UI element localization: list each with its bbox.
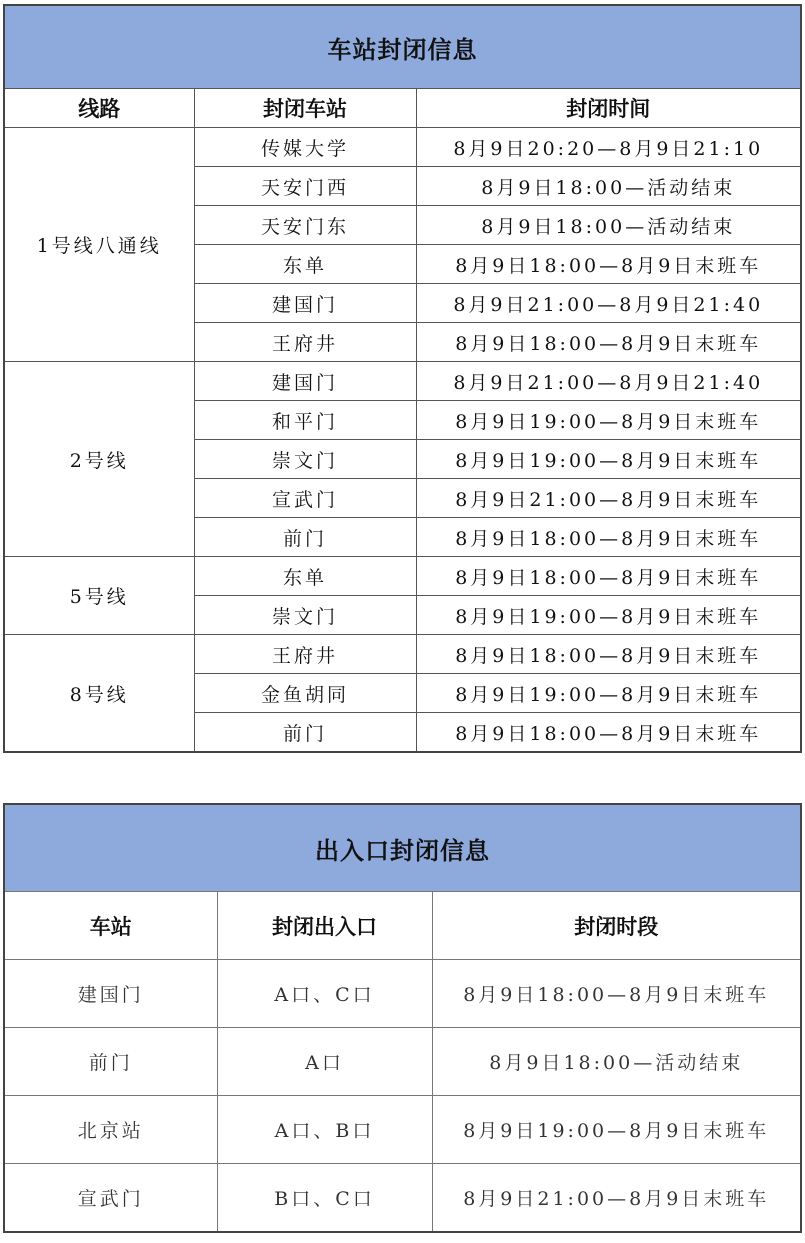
time-cell: 8月9日18:00—8月9日末班车 bbox=[416, 557, 801, 596]
time-cell: 8月9日19:00—8月9日末班车 bbox=[432, 1096, 801, 1164]
station-cell: 金鱼胡同 bbox=[194, 674, 416, 713]
time-cell: 8月9日18:00—8月9日末班车 bbox=[416, 323, 801, 362]
station-cell: 东单 bbox=[194, 557, 416, 596]
table-row bbox=[4, 960, 801, 1028]
time-cell: 8月9日20:20—8月9日21:10 bbox=[416, 128, 801, 167]
time-cell: 8月9日18:00—8月9日末班车 bbox=[416, 245, 801, 284]
station-cell: 宣武门 bbox=[4, 1164, 217, 1233]
line-cell: 8号线 bbox=[4, 635, 194, 753]
exit-closure-title: 出入口封闭信息 bbox=[4, 804, 801, 892]
station-cell: 天安门东 bbox=[194, 206, 416, 245]
header-closure-period: 封闭时段 bbox=[432, 892, 801, 960]
header-closed-exits: 封闭出入口 bbox=[217, 892, 432, 960]
exits-cell: B口、C口 bbox=[217, 1164, 432, 1233]
line-cell: 5号线 bbox=[4, 557, 194, 635]
time-cell: 8月9日18:00—8月9日末班车 bbox=[432, 960, 801, 1028]
station-cell: 东单 bbox=[194, 245, 416, 284]
station-closure-table bbox=[3, 4, 802, 753]
station-cell: 前门 bbox=[4, 1028, 217, 1096]
exits-cell: A口 bbox=[217, 1028, 432, 1096]
table-row bbox=[4, 1028, 801, 1096]
exits-cell: A口、B口 bbox=[217, 1096, 432, 1164]
time-cell: 8月9日18:00—8月9日末班车 bbox=[416, 635, 801, 674]
table-row bbox=[4, 1164, 801, 1233]
station-cell: 天安门西 bbox=[194, 167, 416, 206]
time-cell: 8月9日19:00—8月9日末班车 bbox=[416, 674, 801, 713]
header-station: 车站 bbox=[4, 892, 217, 960]
station-cell: 建国门 bbox=[194, 284, 416, 323]
time-cell: 8月9日18:00—活动结束 bbox=[432, 1028, 801, 1096]
station-cell: 建国门 bbox=[4, 960, 217, 1028]
exit-closure-table bbox=[3, 803, 802, 1233]
exits-cell: A口、C口 bbox=[217, 960, 432, 1028]
station-cell: 王府井 bbox=[194, 323, 416, 362]
station-cell: 王府井 bbox=[194, 635, 416, 674]
time-cell: 8月9日18:00—8月9日末班车 bbox=[416, 518, 801, 557]
station-cell: 崇文门 bbox=[194, 440, 416, 479]
time-cell: 8月9日19:00—8月9日末班车 bbox=[416, 401, 801, 440]
station-cell: 崇文门 bbox=[194, 596, 416, 635]
table-row bbox=[4, 1096, 801, 1164]
station-cell: 宣武门 bbox=[194, 479, 416, 518]
header-closure-time: 封闭时间 bbox=[416, 89, 801, 128]
line-cell: 2号线 bbox=[4, 362, 194, 557]
time-cell: 8月9日21:00—8月9日末班车 bbox=[432, 1164, 801, 1233]
time-cell: 8月9日21:00—8月9日21:40 bbox=[416, 362, 801, 401]
time-cell: 8月9日18:00—活动结束 bbox=[416, 206, 801, 245]
time-cell: 8月9日19:00—8月9日末班车 bbox=[416, 440, 801, 479]
time-cell: 8月9日19:00—8月9日末班车 bbox=[416, 596, 801, 635]
table-row bbox=[4, 635, 801, 674]
station-cell: 传媒大学 bbox=[194, 128, 416, 167]
table-row bbox=[4, 362, 801, 401]
table-row bbox=[4, 128, 801, 167]
header-line: 线路 bbox=[4, 89, 194, 128]
time-cell: 8月9日18:00—活动结束 bbox=[416, 167, 801, 206]
station-cell: 和平门 bbox=[194, 401, 416, 440]
station-cell: 北京站 bbox=[4, 1096, 217, 1164]
time-cell: 8月9日21:00—8月9日21:40 bbox=[416, 284, 801, 323]
time-cell: 8月9日18:00—8月9日末班车 bbox=[416, 713, 801, 753]
station-cell: 前门 bbox=[194, 713, 416, 753]
table-row bbox=[4, 557, 801, 596]
station-cell: 建国门 bbox=[194, 362, 416, 401]
time-cell: 8月9日21:00—8月9日末班车 bbox=[416, 479, 801, 518]
line-cell: 1号线八通线 bbox=[4, 128, 194, 362]
header-closed-station: 封闭车站 bbox=[194, 89, 416, 128]
station-cell: 前门 bbox=[194, 518, 416, 557]
station-closure-title: 车站封闭信息 bbox=[4, 5, 801, 89]
